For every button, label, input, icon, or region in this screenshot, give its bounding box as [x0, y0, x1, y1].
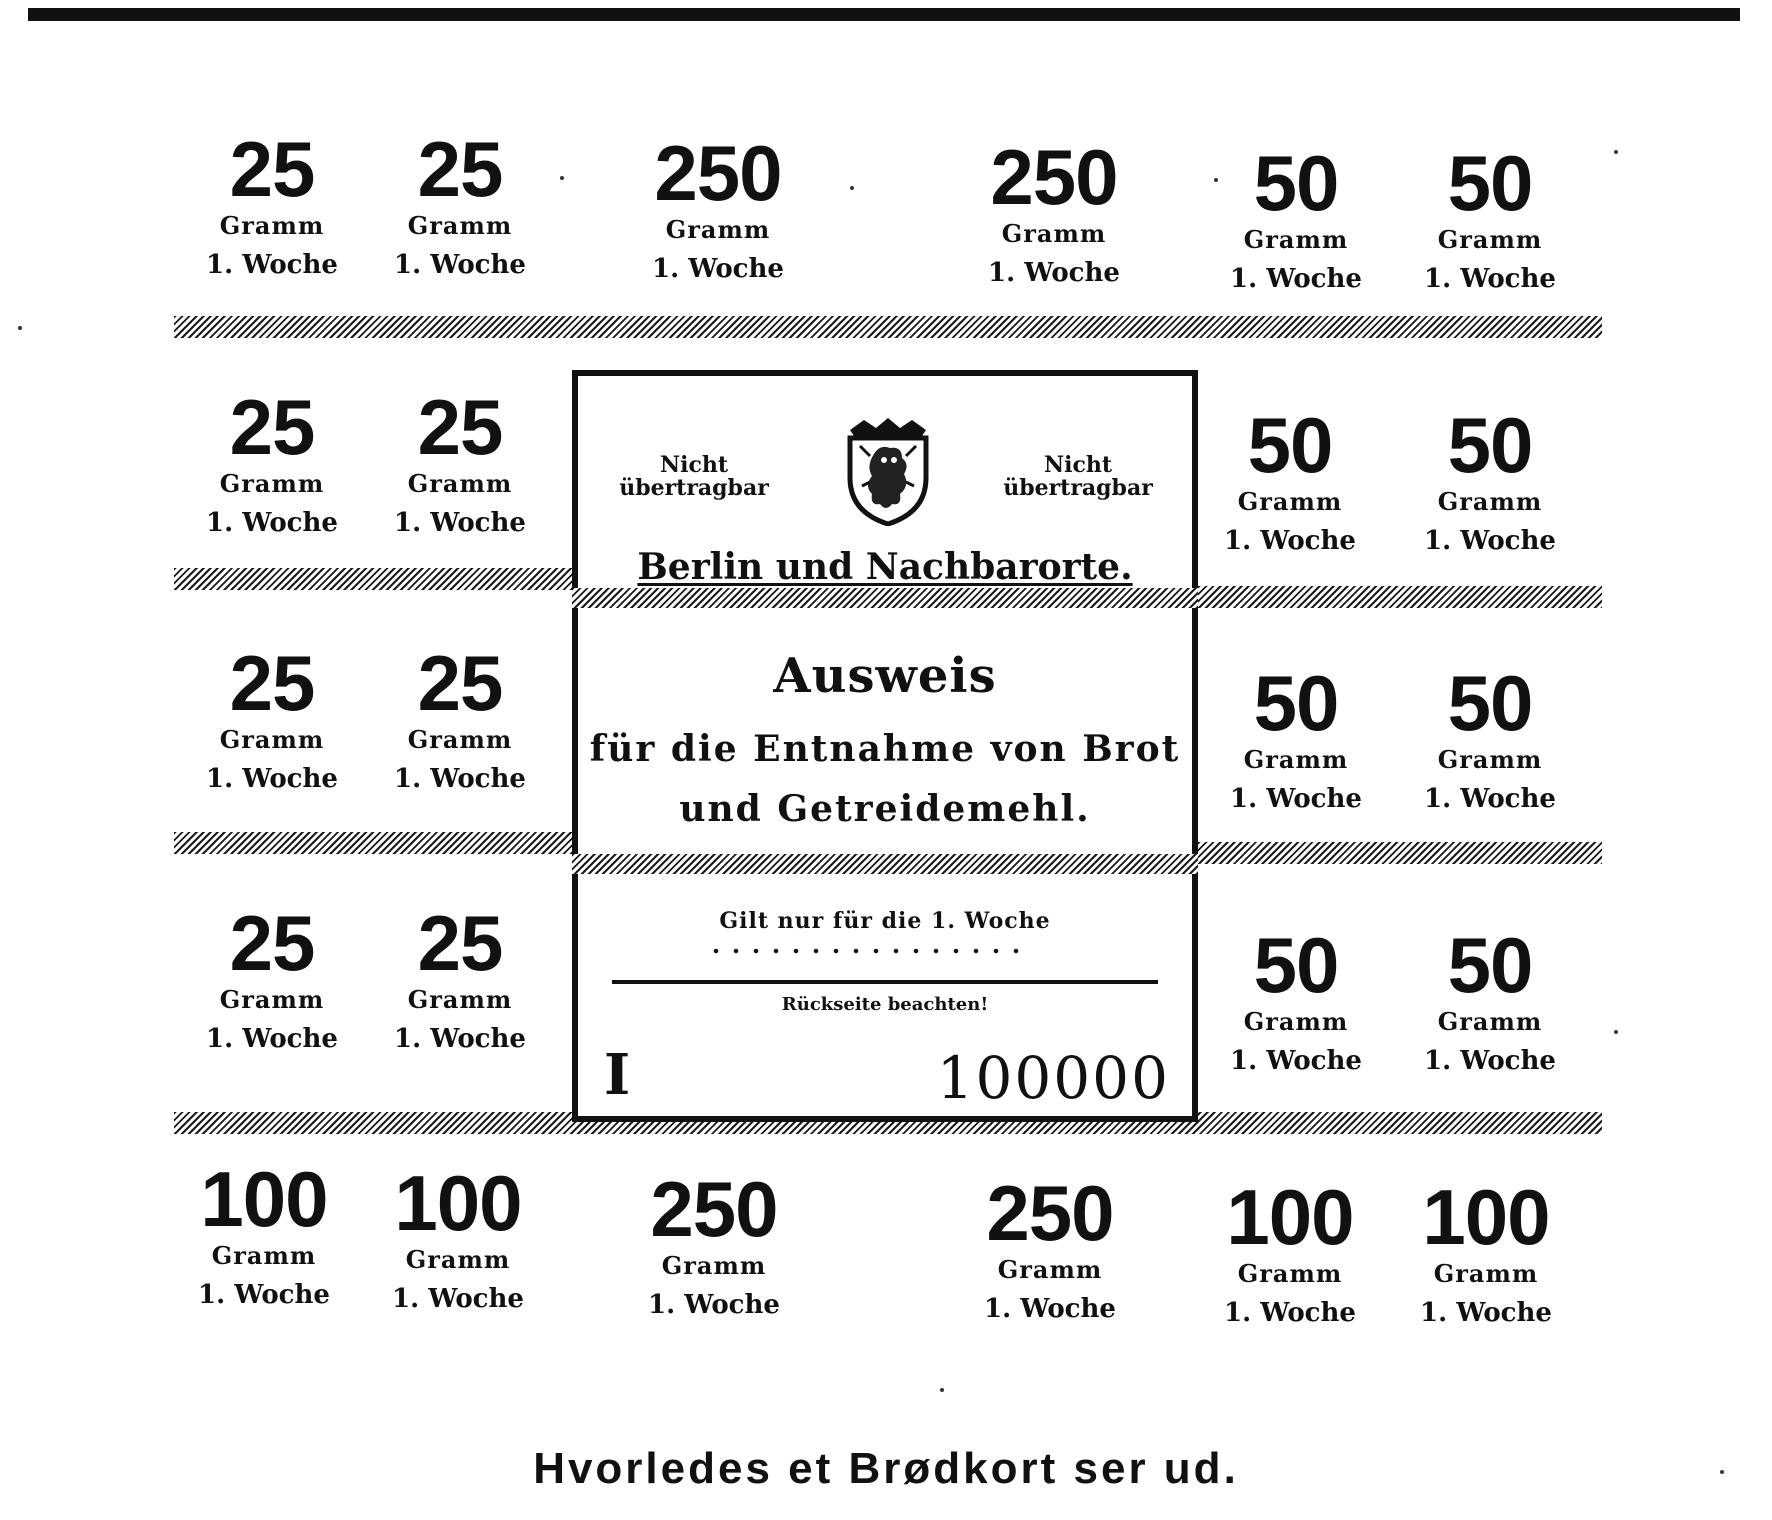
coupon	[362, 639, 558, 794]
coupon-amount: 50	[1253, 139, 1339, 227]
coupon-unit: Gramm	[407, 725, 513, 754]
coupon-unit: Gramm	[1437, 487, 1543, 516]
coupon-amount: 50	[1447, 139, 1533, 227]
coupon-week: 1. Woche	[206, 508, 338, 538]
coupon-amount: 25	[229, 383, 315, 471]
coupon-unit: Gramm	[219, 985, 325, 1014]
bread-ration-card	[174, 120, 1602, 1380]
print-speck	[850, 186, 854, 190]
coupon-week: 1. Woche	[1424, 526, 1556, 556]
coupon	[1198, 139, 1394, 294]
coupon-amount: 50	[1253, 921, 1339, 1009]
print-speck	[18, 326, 22, 330]
coupon-amount: 25	[229, 899, 315, 987]
coupon-amount: 25	[417, 899, 503, 987]
coupon-week: 1. Woche	[394, 250, 526, 280]
coupon-week: 1. Woche	[1420, 1298, 1552, 1328]
card-title: Ausweis	[773, 648, 997, 704]
coupon-unit: Gramm	[997, 1255, 1103, 1284]
coupon-amount: 25	[229, 639, 315, 727]
coupon-unit: Gramm	[1243, 1007, 1349, 1036]
coupon-unit: Gramm	[1237, 1259, 1343, 1288]
panel-rule	[612, 980, 1158, 984]
coupon	[166, 1155, 362, 1310]
not-transferable-right-word-2: übertragbar	[1003, 475, 1153, 502]
not-transferable-left	[604, 454, 784, 500]
coupon-amount: 100	[200, 1155, 328, 1243]
coupon-unit: Gramm	[1237, 487, 1343, 516]
coupon	[174, 899, 370, 1054]
coupon-amount: 250	[650, 1165, 778, 1253]
coupon	[920, 1169, 1180, 1324]
coupon-week: 1. Woche	[394, 764, 526, 794]
coupon-week: 1. Woche	[394, 508, 526, 538]
coupon-amount: 50	[1253, 659, 1339, 747]
coupon	[1198, 921, 1394, 1076]
coupon-unit: Gramm	[219, 725, 325, 754]
coupon	[1192, 1173, 1388, 1328]
coupon-unit: Gramm	[407, 211, 513, 240]
coupon	[174, 383, 370, 538]
coupon	[174, 125, 370, 280]
coupon-unit: Gramm	[1243, 745, 1349, 774]
coupon-amount: 25	[229, 125, 315, 213]
coupon-unit: Gramm	[1437, 225, 1543, 254]
not-transferable-left-word-2: übertragbar	[619, 475, 769, 502]
coupon	[924, 133, 1184, 288]
coupon-unit: Gramm	[1437, 1007, 1543, 1036]
coupon-week: 1. Woche	[206, 250, 338, 280]
coupon	[1198, 659, 1394, 814]
validity-note: Gilt nur für die 1. Woche	[719, 908, 1051, 934]
print-speck	[560, 176, 564, 180]
coupon	[362, 125, 558, 280]
coupon-unit: Gramm	[665, 215, 771, 244]
perforation-row-3-left	[174, 832, 572, 854]
coupon-amount: 100	[1226, 1173, 1354, 1261]
print-speck	[1614, 1030, 1618, 1034]
coupon-amount: 25	[417, 383, 503, 471]
not-transferable-right	[988, 454, 1168, 500]
coupon	[360, 1159, 556, 1314]
coupon-unit: Gramm	[211, 1241, 317, 1270]
berlin-bear-crest-icon	[840, 416, 936, 526]
coupon-unit: Gramm	[407, 469, 513, 498]
coupon	[1392, 139, 1588, 294]
coupon-week: 1. Woche	[652, 254, 784, 284]
coupon	[1192, 401, 1388, 556]
dotted-line	[706, 948, 1026, 954]
coupon-amount: 250	[990, 133, 1118, 221]
panel-perforation-2	[572, 854, 1198, 874]
panel-perforation-1	[572, 588, 1198, 608]
coupon	[1392, 401, 1588, 556]
coupon-unit: Gramm	[405, 1245, 511, 1274]
print-speck	[1614, 150, 1618, 154]
coupon	[174, 639, 370, 794]
coupon-unit: Gramm	[1433, 1259, 1539, 1288]
print-speck	[1214, 178, 1218, 182]
perforation-row-1	[174, 316, 1602, 338]
coupon-week: 1. Woche	[1230, 784, 1362, 814]
coupon-unit: Gramm	[219, 469, 325, 498]
coupon-amount: 100	[394, 1159, 522, 1247]
coupon-week: 1. Woche	[1424, 784, 1556, 814]
coupon-week: 1. Woche	[1224, 526, 1356, 556]
coupon	[362, 899, 558, 1054]
coupon	[588, 129, 848, 284]
coupon-unit: Gramm	[407, 985, 513, 1014]
coupon-week: 1. Woche	[988, 258, 1120, 288]
not-transferable-right-word-1: Nicht	[1043, 452, 1113, 478]
coupon-week: 1. Woche	[648, 1290, 780, 1320]
coupon-amount: 50	[1247, 401, 1333, 489]
coupon-unit: Gramm	[661, 1251, 767, 1280]
coupon-unit: Gramm	[1001, 219, 1107, 248]
coupon	[584, 1165, 844, 1320]
not-transferable-left-word-1: Nicht	[659, 452, 729, 478]
serial-number: 100000	[936, 1044, 1170, 1112]
coupon-amount: 50	[1447, 921, 1533, 1009]
coupon-amount: 250	[654, 129, 782, 217]
coupon-week: 1. Woche	[394, 1024, 526, 1054]
coupon-week: 1. Woche	[1424, 1046, 1556, 1076]
card-purpose-line-2: und Getreidemehl.	[679, 788, 1091, 830]
coupon-week: 1. Woche	[206, 1024, 338, 1054]
top-rule	[28, 8, 1740, 21]
coupon	[362, 383, 558, 538]
perforation-row-2-left	[174, 568, 572, 590]
print-speck	[1720, 1470, 1724, 1474]
caption: Hvorledes et Brødkort ser ud.	[533, 1444, 1239, 1493]
back-side-note: Rückseite beachten!	[781, 994, 989, 1015]
issuing-place: Berlin und Nachbarorte.	[637, 546, 1133, 588]
series-number: I	[604, 1042, 631, 1108]
perforation-row-3-right	[1198, 842, 1602, 864]
card-purpose-line-1: für die Entnahme von Brot	[589, 728, 1181, 770]
coupon	[1392, 659, 1588, 814]
perforation-row-2-right	[1198, 586, 1602, 608]
coupon-week: 1. Woche	[206, 764, 338, 794]
coupon-amount: 50	[1447, 401, 1533, 489]
coupon-week: 1. Woche	[392, 1284, 524, 1314]
identity-panel	[572, 370, 1198, 1122]
coupon-unit: Gramm	[1243, 225, 1349, 254]
coupon-amount: 25	[417, 125, 503, 213]
coupon-week: 1. Woche	[1424, 264, 1556, 294]
coupon-amount: 100	[1422, 1173, 1550, 1261]
coupon-week: 1. Woche	[984, 1294, 1116, 1324]
coupon-amount: 50	[1447, 659, 1533, 747]
coupon	[1392, 921, 1588, 1076]
coupon-week: 1. Woche	[1230, 264, 1362, 294]
coupon-week: 1. Woche	[198, 1280, 330, 1310]
coupon	[1388, 1173, 1584, 1328]
print-speck	[940, 1388, 944, 1392]
coupon-amount: 250	[986, 1169, 1114, 1257]
coupon-week: 1. Woche	[1224, 1298, 1356, 1328]
coupon-amount: 25	[417, 639, 503, 727]
coupon-unit: Gramm	[219, 211, 325, 240]
coupon-week: 1. Woche	[1230, 1046, 1362, 1076]
coupon-unit: Gramm	[1437, 745, 1543, 774]
